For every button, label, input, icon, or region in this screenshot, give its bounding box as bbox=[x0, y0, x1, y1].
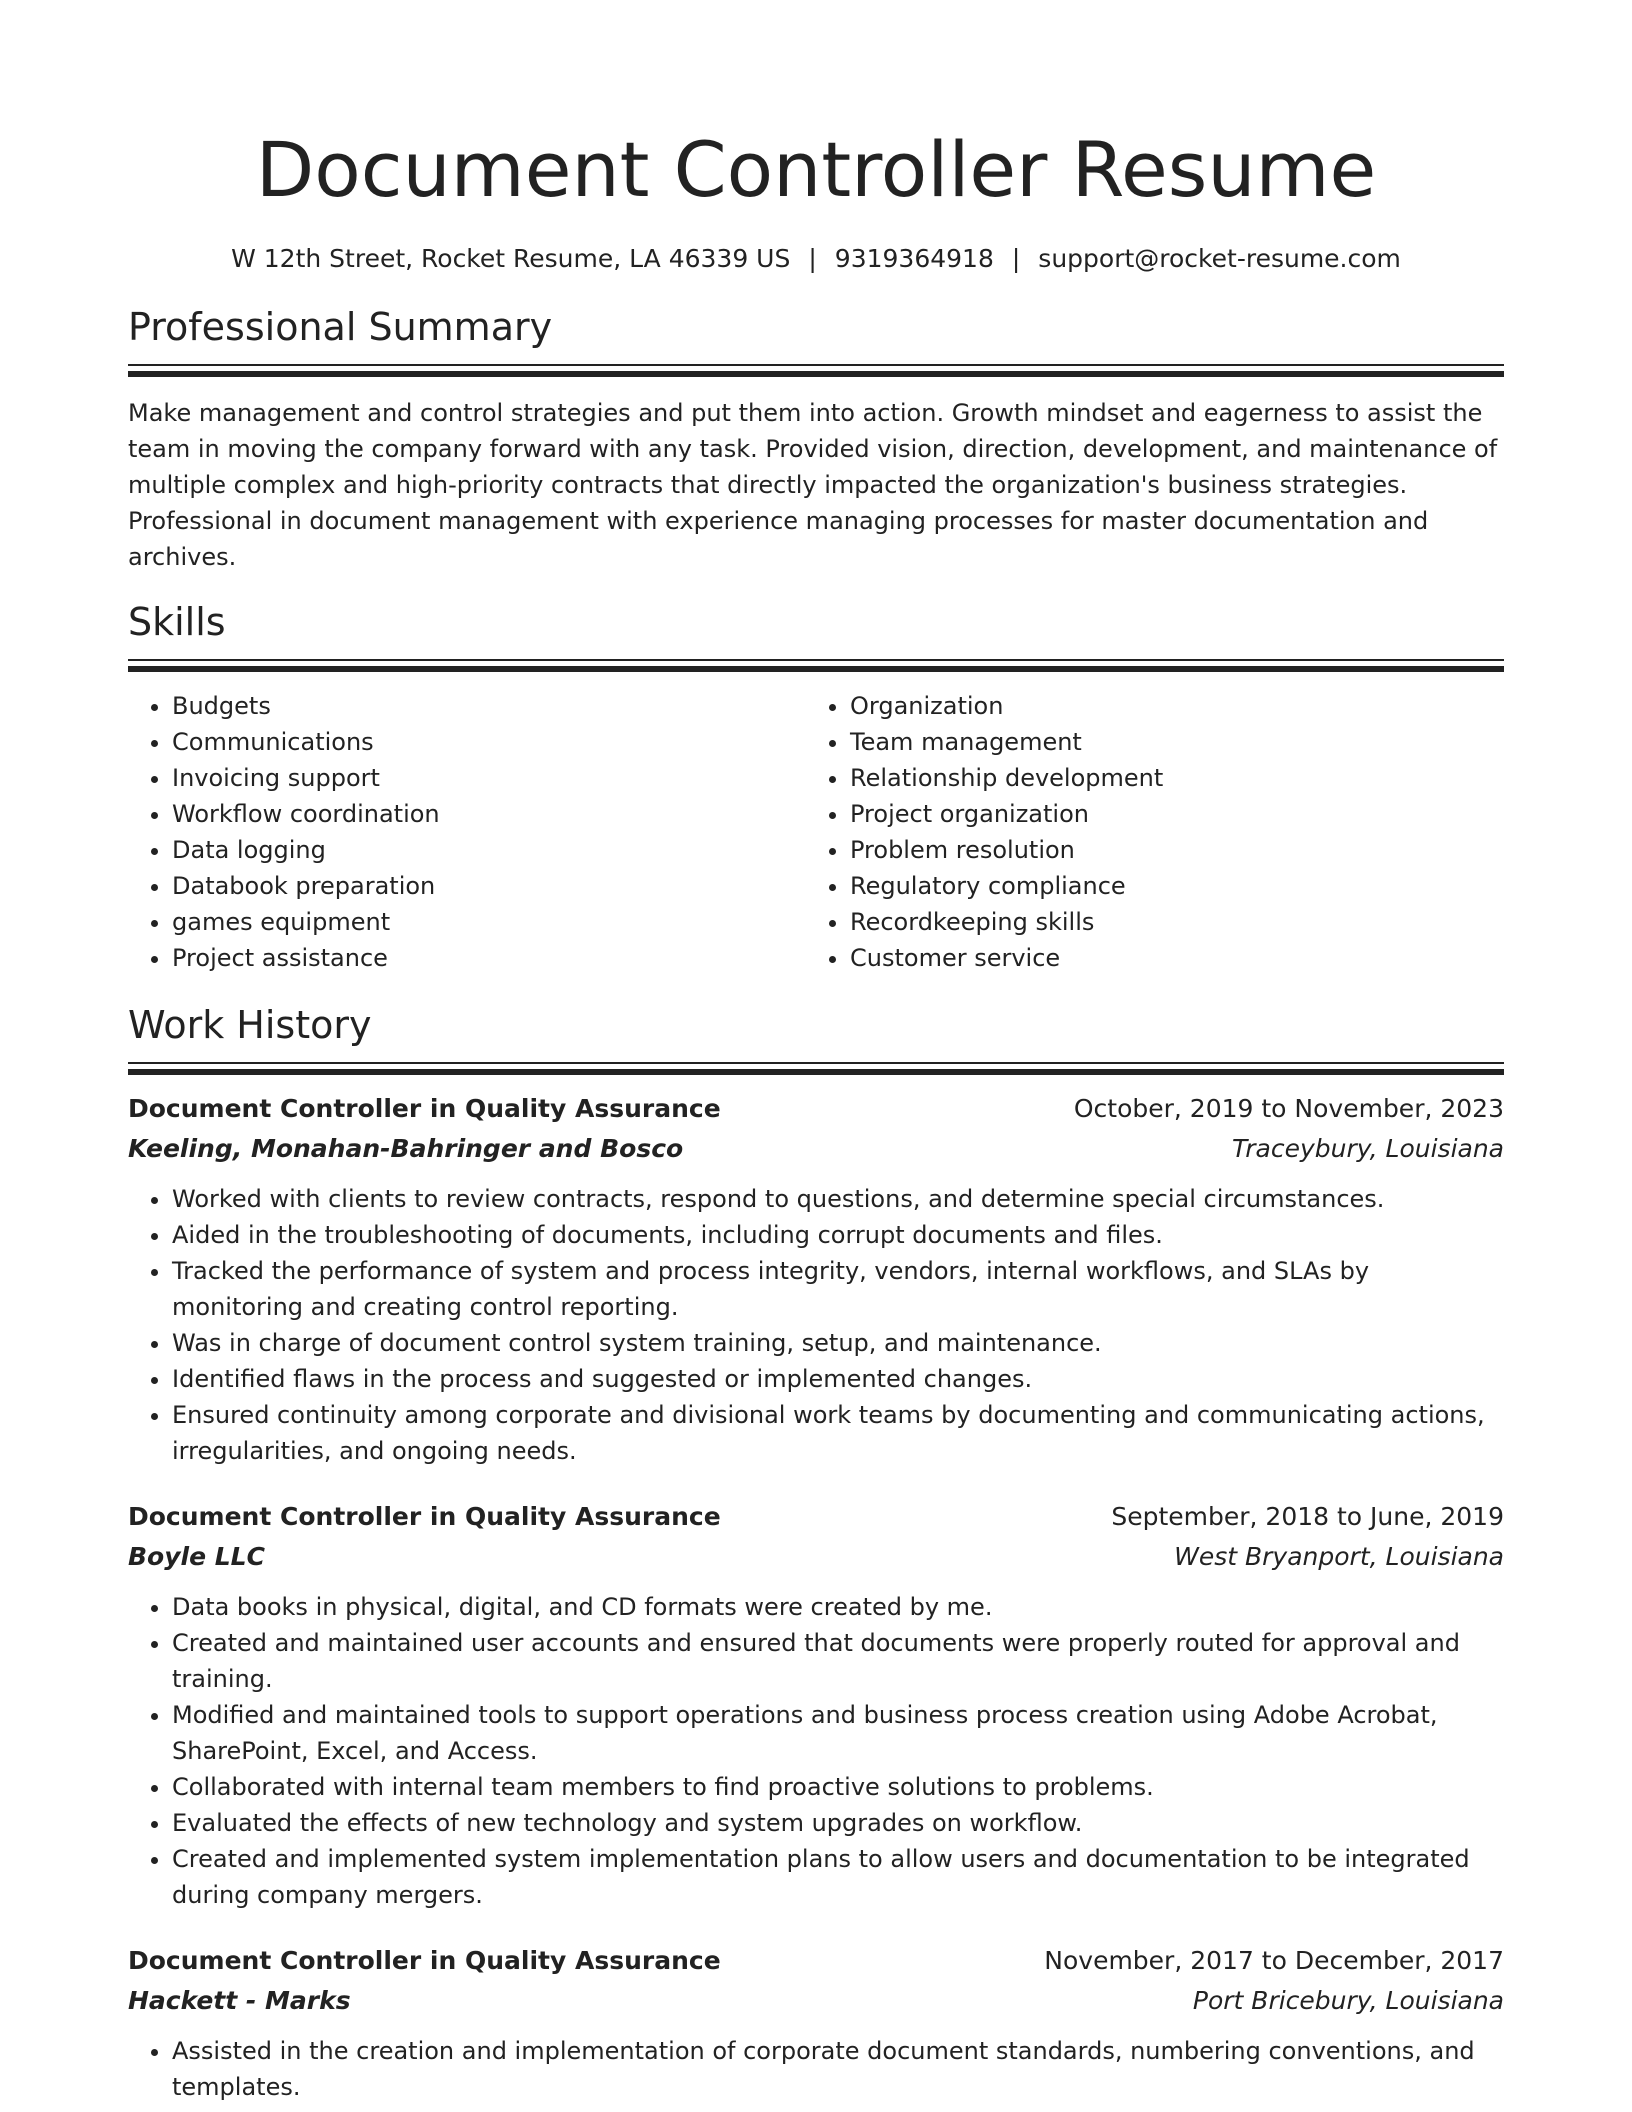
job-company: Boyle LLC bbox=[128, 1542, 265, 1571]
job-entry bbox=[128, 1089, 1504, 1469]
section-divider-thick bbox=[128, 371, 1504, 377]
job-title: Document Controller in Quality Assurance bbox=[128, 1946, 721, 1975]
contact-phone: 9319364918 bbox=[834, 244, 994, 273]
summary-heading: Professional Summary bbox=[128, 305, 553, 349]
section-divider-thick bbox=[128, 666, 1504, 672]
job-company: Keeling, Monahan-Bahringer and Bosco bbox=[128, 1134, 684, 1163]
section-divider-thick bbox=[128, 1069, 1504, 1075]
skill-item: • Recordkeeping skills bbox=[850, 904, 1484, 940]
job-company-row bbox=[128, 1537, 1504, 1577]
job-company-row bbox=[128, 1129, 1504, 1169]
skill-item: • Organization bbox=[850, 688, 1484, 724]
section-divider bbox=[128, 659, 1504, 661]
job-bullet: • Ensured continuity among corporate and divisional work teams by documenting and communicating actions, irregularities, and ongoing needs. bbox=[172, 1397, 1504, 1469]
job-bullet: • Modified and maintained tools to support operations and business process creation using Adobe Acrobat, SharePoint, Excel, and Access. bbox=[172, 1697, 1504, 1769]
job-dates: September, 2018 to June, 2019 bbox=[1111, 1502, 1504, 1531]
job-header-row bbox=[128, 1497, 1504, 1537]
skill-item: • Budgets bbox=[172, 688, 806, 724]
job-bullet: • Evaluated the effects of new technology and system upgrades on workflow. bbox=[172, 1805, 1504, 1841]
skill-item: • Communications bbox=[172, 724, 806, 760]
skills-list-left bbox=[128, 688, 806, 976]
section-divider bbox=[128, 364, 1504, 366]
skill-item: • Regulatory compliance bbox=[850, 868, 1484, 904]
job-dates: October, 2019 to November, 2023 bbox=[1073, 1094, 1504, 1123]
job-title: Document Controller in Quality Assurance bbox=[128, 1094, 721, 1123]
skill-item: • Data logging bbox=[172, 832, 806, 868]
job-dates: November, 2017 to December, 2017 bbox=[1044, 1946, 1504, 1975]
skill-item: • Problem resolution bbox=[850, 832, 1484, 868]
skill-item: • Databook preparation bbox=[172, 868, 806, 904]
job-bullets bbox=[128, 1589, 1504, 1913]
job-location: West Bryanport, Louisiana bbox=[1174, 1542, 1504, 1571]
work-history-heading: Work History bbox=[128, 1003, 372, 1047]
skill-item: • Customer service bbox=[850, 940, 1484, 976]
job-location: Port Bricebury, Louisiana bbox=[1192, 1986, 1504, 2015]
job-bullets bbox=[128, 2033, 1504, 2105]
skill-item: • Workflow coordination bbox=[172, 796, 806, 832]
job-bullet: • Collaborated with internal team members to find proactive solutions to problems. bbox=[172, 1769, 1504, 1805]
skill-item: • Project organization bbox=[850, 796, 1484, 832]
job-bullet: • Was in charge of document control system training, setup, and maintenance. bbox=[172, 1325, 1504, 1361]
job-bullet: • Assisted in the creation and implementation of corporate document standards, numbering conventions, and templates. bbox=[172, 2033, 1504, 2105]
skills-heading: Skills bbox=[128, 600, 226, 644]
skills-section bbox=[128, 597, 1504, 976]
contact-separator: | bbox=[808, 244, 817, 273]
job-header-row bbox=[128, 1941, 1504, 1981]
job-bullet: • Worked with clients to review contracts, respond to questions, and determine special circumstances. bbox=[172, 1181, 1504, 1217]
skill-item: • Invoicing support bbox=[172, 760, 806, 796]
skills-list-right bbox=[806, 688, 1484, 976]
resume-title: Document Controller Resume bbox=[255, 125, 1377, 214]
job-bullet: • Created and implemented system implementation plans to allow users and documentation to be integrated during company mergers. bbox=[172, 1841, 1504, 1913]
skill-item: • Project assistance bbox=[172, 940, 806, 976]
job-entry bbox=[128, 1497, 1504, 1913]
job-location: Traceybury, Louisiana bbox=[1231, 1134, 1504, 1163]
resume-page bbox=[128, 0, 1504, 2105]
skill-item: • Relationship development bbox=[850, 760, 1484, 796]
job-title: Document Controller in Quality Assurance bbox=[128, 1502, 721, 1531]
contact-address: W 12th Street, Rocket Resume, LA 46339 US bbox=[231, 244, 791, 273]
job-company: Hackett - Marks bbox=[128, 1986, 351, 2015]
skills-columns bbox=[128, 688, 1504, 976]
job-bullet: • Aided in the troubleshooting of documents, including corrupt documents and files. bbox=[172, 1217, 1504, 1253]
contact-separator: | bbox=[1011, 244, 1021, 273]
job-header-row bbox=[128, 1089, 1504, 1129]
skill-item: • Team management bbox=[850, 724, 1484, 760]
contact-email: support@rocket-resume.com bbox=[1038, 244, 1401, 273]
summary-text: Make management and control strategies and put them into action. Growth mindset and eagerness to assist the team in moving the company forward with any task. Provided vision, direction, development, and maintenance of multiple complex and high-priority contracts that directly impacted the organization's business strategies. Professional in document management with experience managing processes for master documentation and archives. bbox=[128, 399, 1498, 571]
section-divider bbox=[128, 1062, 1504, 1064]
job-company-row bbox=[128, 1981, 1504, 2021]
skill-item: • games equipment bbox=[172, 904, 806, 940]
summary-section bbox=[128, 302, 1504, 575]
job-bullets bbox=[128, 1181, 1504, 1469]
job-bullet: • Created and maintained user accounts and ensured that documents were properly routed for approval and training. bbox=[172, 1625, 1504, 1697]
contact-line bbox=[128, 242, 1504, 276]
job-bullet: • Tracked the performance of system and process integrity, vendors, internal workflows, and SLAs by monitoring and creating control reporting. bbox=[172, 1253, 1504, 1325]
job-bullet: • Data books in physical, digital, and CD formats were created by me. bbox=[172, 1589, 1504, 1625]
job-entry bbox=[128, 1941, 1504, 2105]
job-bullet: • Identified flaws in the process and suggested or implemented changes. bbox=[172, 1361, 1504, 1397]
work-history-section bbox=[128, 1000, 1504, 2105]
